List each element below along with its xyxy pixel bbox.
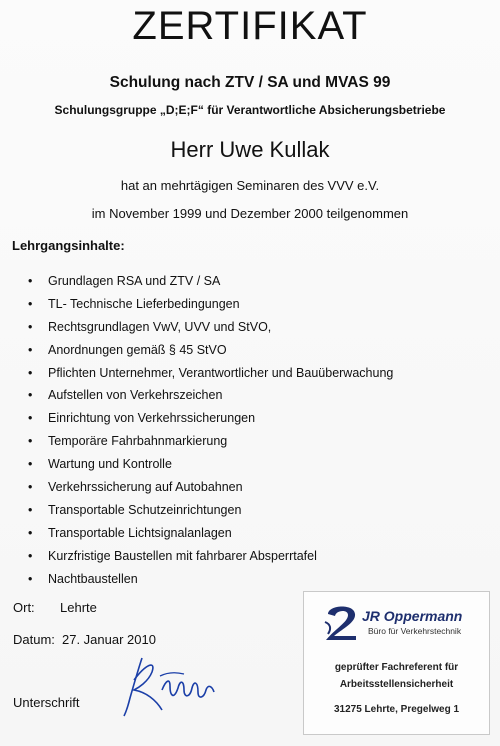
list-item-label: Wartung und Kontrolle <box>48 457 172 472</box>
stamp-qualification-line-1: geprüfter Fachreferent für <box>334 662 459 673</box>
list-item-label: Kurzfristige Baustellen mit fahrbarer Absperrtafel <box>48 548 317 563</box>
list-item <box>28 316 393 339</box>
list-item <box>28 293 393 316</box>
stamp-address: 31275 Lehrte, Pregelweg 1 <box>333 704 460 715</box>
list-item <box>28 430 393 453</box>
bullet-icon: • <box>28 296 33 311</box>
date-label: Datum: <box>13 632 55 647</box>
list-item-label: Transportable Schutzeinrichtungen <box>48 502 242 517</box>
list-item <box>28 407 393 430</box>
list-item <box>28 476 393 499</box>
contents-list <box>28 270 393 590</box>
list-item <box>28 568 393 591</box>
list-item <box>28 270 393 293</box>
list-item-label: Transportable Lichtsignalanlagen <box>48 525 232 540</box>
handwritten-signature <box>112 650 232 720</box>
stamp-qualification-line-2: Arbeitsstellensicherheit <box>339 679 454 690</box>
stamp-company-name: JR Oppermann <box>362 608 463 624</box>
bullet-icon: • <box>28 365 33 380</box>
place-value: Lehrte <box>60 600 97 615</box>
recipient-name: Herr Uwe Kullak <box>170 137 330 162</box>
bullet-icon: • <box>28 411 33 426</box>
place-label: Ort: <box>13 600 35 615</box>
certificate-subtitle: Schulung nach ZTV / SA und MVAS 99 <box>109 74 391 91</box>
bullet-icon: • <box>28 388 33 403</box>
list-item-label: Pflichten Unternehmer, Verantwortlicher und Bauüberwachung <box>48 365 394 380</box>
list-item-label: Anordnungen gemäß § 45 StVO <box>48 342 227 357</box>
list-item-label: Temporäre Fahrbahnmarkierung <box>48 434 228 449</box>
list-item <box>28 453 393 476</box>
list-item-label: TL- Technische Lieferbedingungen <box>48 296 240 311</box>
bullet-icon: • <box>28 319 33 334</box>
bullet-icon: • <box>28 548 33 563</box>
bullet-icon: • <box>28 274 33 288</box>
list-item-label: Verkehrssicherung auf Autobahnen <box>48 480 243 495</box>
list-item <box>28 545 393 568</box>
list-item-label: Aufstellen von Verkehrszeichen <box>48 388 223 403</box>
bullet-icon: • <box>28 502 33 517</box>
list-item-label: Nachtbaustellen <box>48 571 138 586</box>
date-value: 27. Januar 2010 <box>62 632 156 647</box>
training-group: Schulungsgruppe „D;E;F“ für Verantwortliche Absicherungsbetriebe <box>54 103 446 117</box>
list-item <box>28 339 393 362</box>
stylized-2-logo-icon <box>322 602 360 640</box>
company-stamp <box>303 591 490 735</box>
list-item <box>28 362 393 385</box>
bullet-icon: • <box>28 480 33 495</box>
signature-label: Unterschrift <box>13 695 80 710</box>
stamp-company-subtitle: Büro für Verkehrstechnik <box>368 626 462 636</box>
bullet-icon: • <box>28 342 33 357</box>
list-item <box>28 384 393 407</box>
list-item <box>28 522 393 545</box>
contents-heading: Lehrgangsinhalte: <box>12 238 125 253</box>
certificate-title: ZERTIFIKAT <box>132 4 368 48</box>
bullet-icon: • <box>28 457 33 472</box>
bullet-icon: • <box>28 525 33 540</box>
list-item <box>28 499 393 522</box>
participation-line-1: hat an mehrtägigen Seminaren des VVV e.V. <box>120 178 380 193</box>
participation-line-2: im November 1999 und Dezember 2000 teilgenommen <box>91 206 409 221</box>
list-item-label: Rechtsgrundlagen VwV, UVV und StVO, <box>48 319 272 334</box>
list-item-label: Einrichtung von Verkehrssicherungen <box>48 411 256 426</box>
bullet-icon: • <box>28 434 33 449</box>
bullet-icon: • <box>28 571 33 586</box>
list-item-label: Grundlagen RSA und ZTV / SA <box>48 274 221 288</box>
